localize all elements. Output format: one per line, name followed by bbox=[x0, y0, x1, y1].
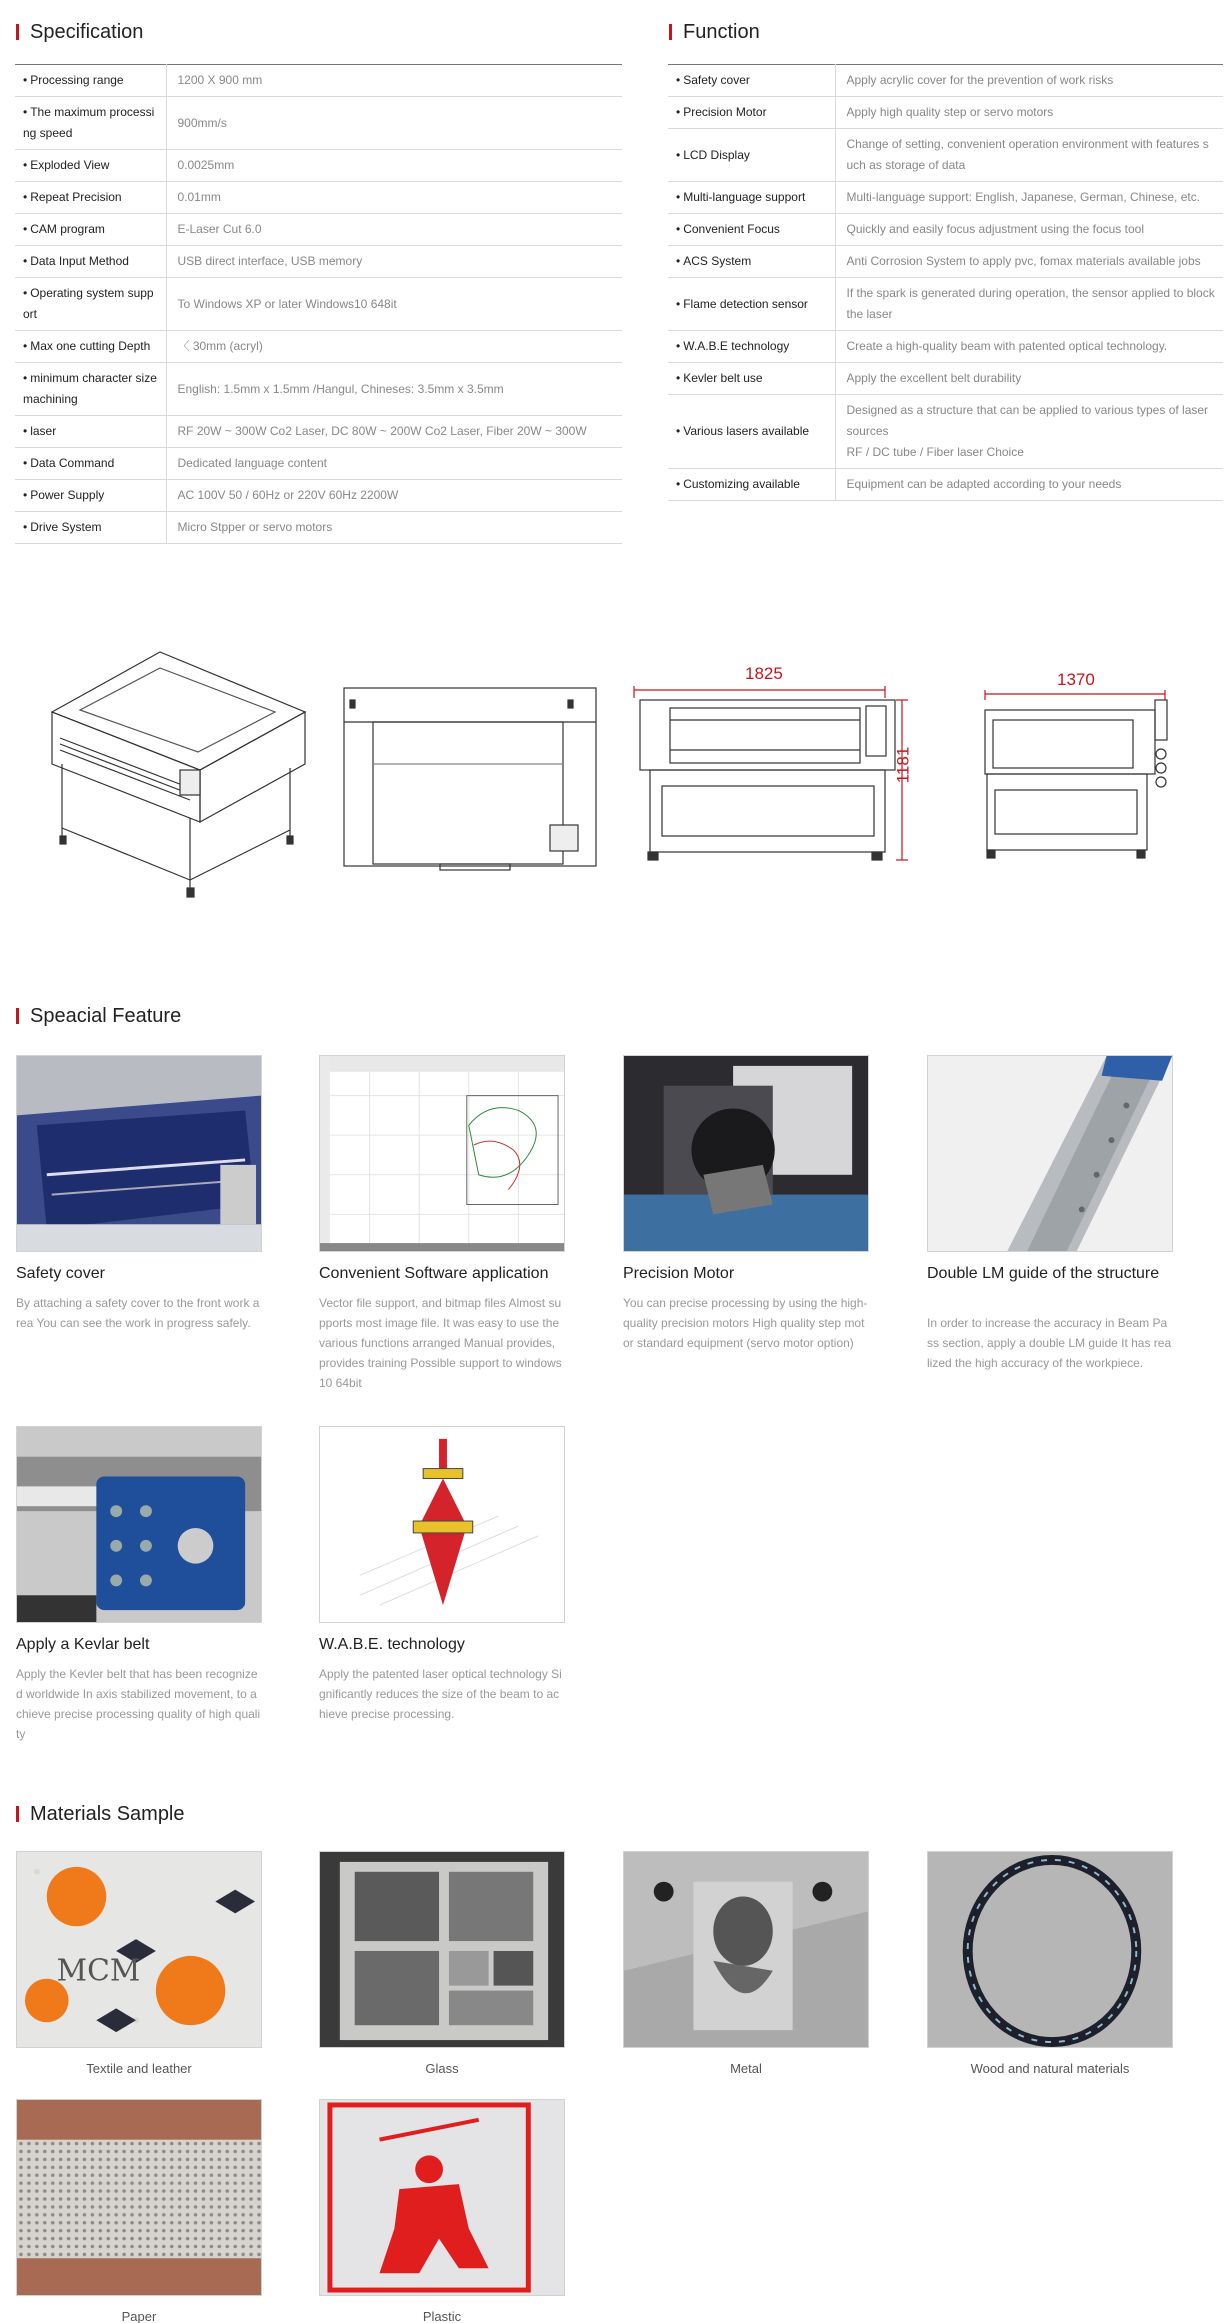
row-label-text: Safety cover bbox=[683, 73, 750, 87]
row-label bbox=[15, 65, 166, 97]
feature-title-2: Precision Motor bbox=[623, 1265, 735, 1282]
function-title: Function bbox=[669, 19, 760, 45]
bullet-icon: • bbox=[676, 254, 681, 268]
bullet-icon: • bbox=[676, 296, 681, 311]
row-value bbox=[835, 331, 1223, 363]
bullet-icon: • bbox=[23, 488, 28, 502]
lm-guide-photo bbox=[927, 1055, 1173, 1252]
row-value bbox=[835, 129, 1223, 182]
bullet-icon: • bbox=[676, 424, 681, 438]
bullet-icon: • bbox=[676, 477, 681, 491]
row-label bbox=[668, 469, 835, 501]
row-label-text: Repeat Precision bbox=[30, 190, 122, 204]
table-row bbox=[668, 129, 1223, 182]
row-value bbox=[166, 214, 622, 246]
machine-isometric-drawing bbox=[40, 640, 320, 905]
material-label-5: Plastic bbox=[422, 2309, 462, 2323]
row-value-text: 〈 30mm (acryl) bbox=[177, 339, 263, 353]
row-label bbox=[15, 448, 166, 480]
bullet-icon: • bbox=[23, 339, 28, 353]
plastic-photo bbox=[319, 2099, 565, 2296]
table-row bbox=[15, 331, 622, 363]
row-label bbox=[15, 278, 166, 331]
row-label-text: minimum character size machining bbox=[23, 371, 157, 406]
row-label-text: The maximum processing speed bbox=[23, 105, 155, 140]
row-value bbox=[835, 97, 1223, 129]
row-label-text: Exploded View bbox=[30, 158, 110, 172]
table-row bbox=[15, 150, 622, 182]
row-value bbox=[835, 214, 1223, 246]
textile-leather-photo bbox=[16, 1851, 262, 2048]
row-label-text: CAM program bbox=[30, 222, 105, 236]
table-row bbox=[668, 469, 1223, 501]
row-value-text: Dedicated language content bbox=[177, 456, 327, 470]
row-label bbox=[668, 182, 835, 214]
bullet-icon: • bbox=[676, 190, 681, 204]
row-value bbox=[166, 150, 622, 182]
row-value bbox=[166, 363, 622, 416]
row-value-text: Equipment can be adapted according to your needs bbox=[846, 477, 1122, 491]
depth-dimension: 1370 bbox=[1057, 670, 1095, 689]
row-label-text: Data Command bbox=[30, 456, 115, 470]
row-label-text: Various lasers available bbox=[683, 424, 810, 438]
material-label-3: Wood and natural materials bbox=[970, 2061, 1130, 2076]
table-row bbox=[15, 416, 622, 448]
row-label-text: Operating system support bbox=[23, 286, 154, 321]
row-value bbox=[835, 65, 1223, 97]
row-label bbox=[668, 97, 835, 129]
row-label-text: Processing range bbox=[30, 73, 124, 87]
feature-title-5: W.A.B.E. technology bbox=[319, 1636, 465, 1653]
row-value-text: AC 100V 50 / 60Hz or 220V 60Hz 2200W bbox=[177, 488, 399, 502]
row-value-text: Multi-language support: English, Japanese, German, Chinese, etc. bbox=[846, 190, 1201, 204]
bullet-icon: • bbox=[23, 424, 28, 438]
bullet-icon: • bbox=[23, 520, 28, 534]
width-dimension: 1825 bbox=[745, 664, 783, 683]
row-value bbox=[835, 278, 1223, 331]
row-value bbox=[166, 246, 622, 278]
row-label bbox=[15, 246, 166, 278]
table-row bbox=[668, 331, 1223, 363]
row-value-text-2: RF / DC tube / Fiber laser Choice bbox=[846, 445, 1024, 459]
table-row bbox=[15, 480, 622, 512]
row-label-text: laser bbox=[30, 424, 57, 438]
row-value bbox=[166, 416, 622, 448]
material-label-4: Paper bbox=[121, 2309, 157, 2323]
table-row bbox=[668, 278, 1223, 331]
row-value-text: Designed as a structure that can be applied to various types of laser sources bbox=[846, 403, 1209, 438]
materials-title: Materials Sample bbox=[16, 1801, 185, 1827]
row-value-text: 1200 X 900 mm bbox=[177, 73, 263, 87]
row-label-text: Convenient Focus bbox=[683, 222, 780, 236]
machine-rear-drawing bbox=[630, 686, 910, 886]
table-row bbox=[15, 512, 622, 544]
feature-text-3: In order to increase the accuracy in Beam Pass section, apply a double LM guide It has realized the high accuracy of the workpiece. bbox=[927, 1316, 1172, 1370]
row-value bbox=[835, 395, 1223, 469]
row-value bbox=[166, 65, 622, 97]
row-value bbox=[835, 469, 1223, 501]
height-dimension: 1181 bbox=[893, 746, 913, 784]
function-table bbox=[668, 64, 1223, 501]
row-value-text: To Windows XP or later Windows10 648it bbox=[177, 296, 397, 311]
row-label-text: Flame detection sensor bbox=[683, 296, 808, 311]
row-value-text: Apply acrylic cover for the prevention of work risks bbox=[846, 73, 1114, 87]
row-label bbox=[15, 182, 166, 214]
table-row bbox=[668, 246, 1223, 278]
row-label bbox=[15, 512, 166, 544]
row-value-text: USB direct interface, USB memory bbox=[177, 254, 363, 268]
row-label bbox=[15, 150, 166, 182]
row-value bbox=[835, 246, 1223, 278]
row-label-text: Precision Motor bbox=[683, 105, 767, 119]
row-value-text: English: 1.5mm x 1.5mm /Hangul, Chineses: 3.5mm x 3.5mm bbox=[177, 381, 504, 396]
bullet-icon: • bbox=[23, 456, 28, 470]
feature-title-4: Apply a Kevlar belt bbox=[16, 1636, 150, 1653]
table-row bbox=[15, 246, 622, 278]
paper-photo bbox=[16, 2099, 262, 2296]
feature-text-1: Vector file support, and bitmap files Almost supports most image file. It was easy to use the various functions arranged Manual provides, provides training Possible support to windows 10 64bit bbox=[319, 1296, 562, 1390]
material-label-0: Textile and leather bbox=[86, 2061, 192, 2076]
kevlar-belt-photo bbox=[16, 1426, 262, 1623]
safety-cover-photo bbox=[16, 1055, 262, 1252]
feature-text-5: Apply the patented laser optical technology Significantly reduces the size of the beam to achieve precise processing. bbox=[319, 1667, 562, 1721]
row-label bbox=[668, 129, 835, 182]
row-label bbox=[15, 97, 166, 150]
bullet-icon: • bbox=[23, 254, 28, 268]
row-label-text: Drive System bbox=[30, 520, 102, 534]
row-label-text: LCD Display bbox=[683, 147, 750, 162]
row-label-text: Kevler belt use bbox=[683, 371, 763, 385]
row-value-text: Apply high quality step or servo motors bbox=[846, 105, 1054, 119]
table-row bbox=[15, 182, 622, 214]
row-value bbox=[166, 480, 622, 512]
row-value-text: If the spark is generated during operation, the sensor applied to block the laser bbox=[846, 286, 1215, 321]
table-row bbox=[668, 363, 1223, 395]
row-value-text: RF 20W ~ 300W Co2 Laser, DC 80W ~ 200W Co2 Laser, Fiber 20W ~ 300W bbox=[177, 424, 587, 438]
row-value-text: Micro Stpper or servo motors bbox=[177, 520, 333, 534]
bullet-icon: • bbox=[23, 105, 28, 119]
row-label-text: Multi-language support bbox=[683, 190, 806, 204]
row-value bbox=[166, 512, 622, 544]
spec-table bbox=[15, 64, 622, 544]
bullet-icon: • bbox=[676, 339, 681, 353]
row-label bbox=[668, 65, 835, 97]
feature-title-1: Convenient Software application bbox=[319, 1265, 549, 1282]
row-value bbox=[166, 331, 622, 363]
row-value bbox=[166, 182, 622, 214]
row-value bbox=[166, 448, 622, 480]
material-label-1: Glass bbox=[425, 2061, 459, 2076]
row-value bbox=[166, 97, 622, 150]
row-label bbox=[15, 214, 166, 246]
metal-photo bbox=[623, 1851, 869, 2048]
material-label-2: Metal bbox=[730, 2061, 762, 2076]
row-value bbox=[166, 278, 622, 331]
row-label bbox=[15, 480, 166, 512]
feature-text-0: By attaching a safety cover to the front work area You can see the work in progress safely. bbox=[16, 1296, 260, 1330]
table-row bbox=[668, 97, 1223, 129]
precision-motor-photo bbox=[623, 1055, 869, 1252]
table-row bbox=[15, 214, 622, 246]
row-label bbox=[668, 278, 835, 331]
bullet-icon: • bbox=[676, 73, 681, 87]
row-value-text: 900mm/s bbox=[177, 115, 227, 130]
bullet-icon: • bbox=[23, 222, 28, 236]
row-label bbox=[668, 246, 835, 278]
row-label bbox=[668, 395, 835, 469]
table-row bbox=[668, 182, 1223, 214]
row-label-text: Power Supply bbox=[30, 488, 105, 502]
feature-title-3: Double LM guide of the structure bbox=[927, 1265, 1160, 1282]
machine-side-drawing bbox=[975, 690, 1175, 880]
table-row bbox=[668, 214, 1223, 246]
row-label-text: Data Input Method bbox=[30, 254, 129, 268]
bullet-icon: • bbox=[23, 286, 28, 300]
row-label bbox=[15, 331, 166, 363]
feature-title-0: Safety cover bbox=[16, 1265, 105, 1282]
bullet-icon: • bbox=[676, 105, 681, 119]
bullet-icon: • bbox=[23, 158, 28, 172]
row-label-text: ACS System bbox=[683, 254, 752, 268]
row-value-text: Change of setting, convenient operation environment with features such as storage of data bbox=[846, 137, 1209, 172]
mcm-text: MCM bbox=[56, 1953, 141, 1989]
table-row bbox=[15, 278, 622, 331]
row-label bbox=[668, 214, 835, 246]
bullet-icon: • bbox=[676, 147, 681, 162]
wabe-diagram bbox=[319, 1426, 565, 1623]
table-row bbox=[15, 65, 622, 97]
row-value-text: 0.01mm bbox=[177, 190, 221, 204]
row-value-text: E-Laser Cut 6.0 bbox=[177, 222, 262, 236]
glass-photo bbox=[319, 1851, 565, 2048]
table-row bbox=[15, 363, 622, 416]
row-value bbox=[835, 363, 1223, 395]
machine-front-drawing bbox=[340, 680, 602, 880]
row-value bbox=[835, 182, 1223, 214]
wood-material-photo bbox=[927, 1851, 1173, 2048]
feature-text-2: You can precise processing by using the high-quality precision motors High quality step motor standard equipment (servo motor option) bbox=[623, 1296, 868, 1350]
row-label bbox=[668, 331, 835, 363]
bullet-icon: • bbox=[676, 371, 681, 385]
bullet-icon: • bbox=[23, 190, 28, 204]
feature-text-4: Apply the Kevler belt that has been recognized worldwide In axis stabilized movement, to achieve precise processing quality of high quality bbox=[16, 1667, 261, 1741]
row-label bbox=[15, 416, 166, 448]
table-row bbox=[15, 448, 622, 480]
bullet-icon: • bbox=[23, 73, 28, 87]
table-row bbox=[668, 65, 1223, 97]
row-value-text: Create a high-quality beam with patented optical technology. bbox=[846, 339, 1168, 353]
bullet-icon: • bbox=[23, 371, 28, 385]
row-label-text: Max one cutting Depth bbox=[30, 339, 151, 353]
table-row bbox=[668, 395, 1223, 469]
row-label bbox=[668, 363, 835, 395]
table-row bbox=[15, 97, 622, 150]
row-value-text: 0.0025mm bbox=[177, 158, 235, 172]
feature-title: Speacial Feature bbox=[16, 1003, 181, 1029]
row-label bbox=[15, 363, 166, 416]
spec-title: Specification bbox=[16, 19, 143, 45]
row-label-text: Customizing available bbox=[683, 477, 800, 491]
row-value-text: Quickly and easily focus adjustment using the focus tool bbox=[846, 222, 1144, 236]
bullet-icon: • bbox=[676, 222, 681, 236]
row-label-text: W.A.B.E technology bbox=[683, 339, 790, 353]
software-screenshot bbox=[319, 1055, 565, 1252]
row-value-text: Anti Corrosion System to apply pvc, fomax materials available jobs bbox=[846, 254, 1201, 268]
row-value-text: Apply the excellent belt durability bbox=[846, 371, 1022, 385]
